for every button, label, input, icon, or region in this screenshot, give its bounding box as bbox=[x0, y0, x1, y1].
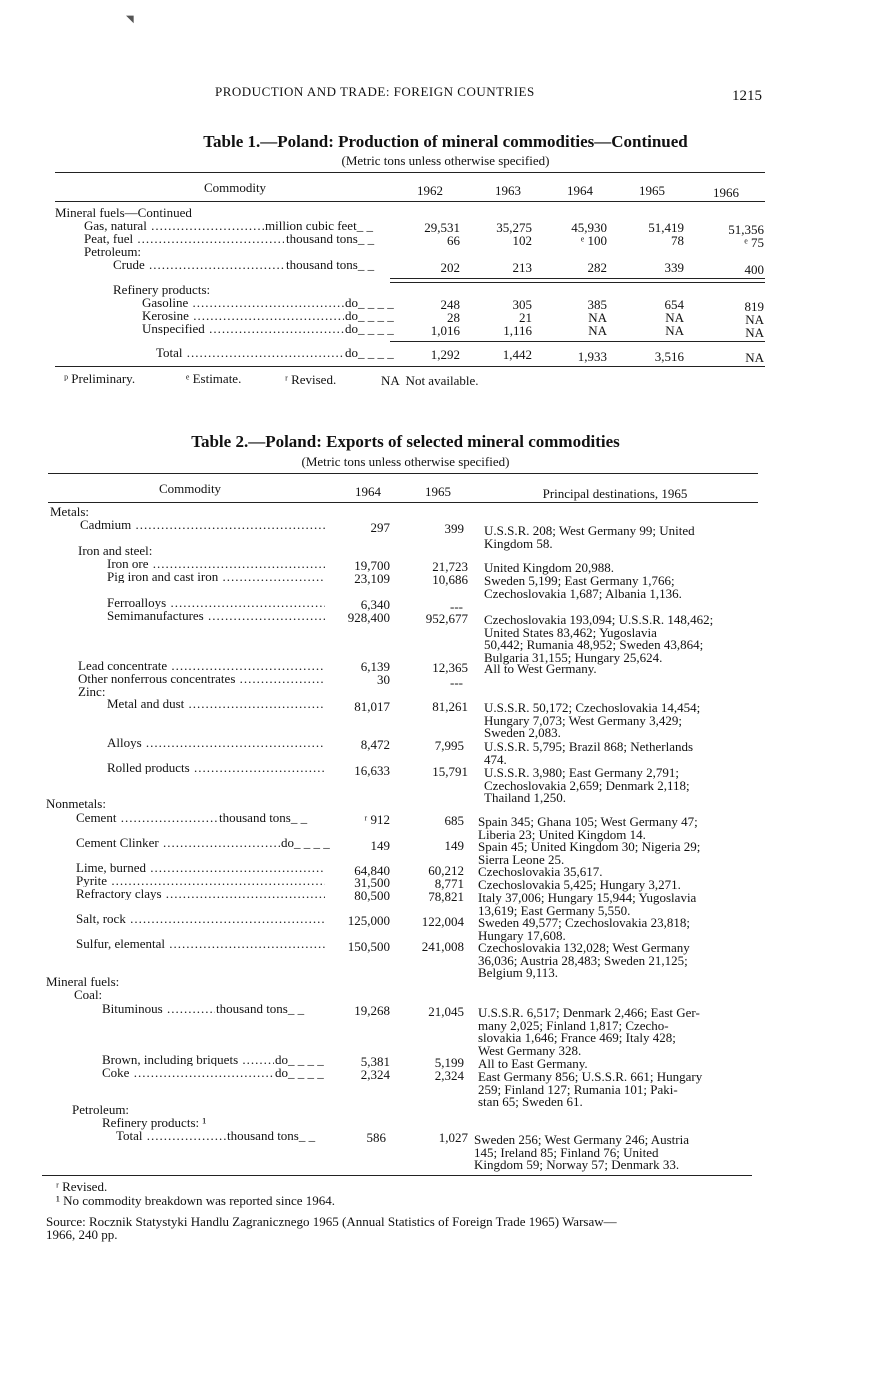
table2-row-label: Metal and dust ..... bbox=[107, 697, 325, 710]
table2-cell-1965: 952,677 bbox=[425, 611, 468, 626]
table1-group-label: Mineral fuels—Continued bbox=[55, 205, 192, 220]
table1-col-1964: 1964 bbox=[567, 183, 593, 198]
table2-cell-1964: 80,500 bbox=[354, 888, 390, 903]
table2-cell-destinations: East Germany 856; U.S.S.R. 661; Hungary 259; Finland 127; Rumania 101; Paki- stan 65; Sweden 61. bbox=[478, 1069, 703, 1109]
table2-row-unit: thousand tons_ _ bbox=[219, 810, 308, 825]
table2-subgroup-label: Refinery products: ¹ bbox=[102, 1115, 207, 1130]
table1-row-label: Total ..... bbox=[156, 346, 344, 359]
table2-source: Source: Rocznik Statystyki Handlu Zagranicznego 1965 (Annual Statistics of Foreign Trade 1965) Warsaw— 1966, 240 pp. bbox=[46, 1214, 617, 1242]
table2-cell-1964: 19,700 bbox=[354, 558, 390, 573]
table2-cell-1965: 685 bbox=[444, 813, 464, 828]
table2-cell-1965: 1,027 bbox=[438, 1130, 468, 1145]
table2-cell-destinations: All to East Germany. bbox=[478, 1056, 588, 1071]
table1-row-label: Unspecified ..... bbox=[142, 322, 344, 335]
table1-cell: 819 bbox=[744, 299, 764, 314]
table2-row-label: Coke ..... bbox=[102, 1066, 274, 1079]
table1-footnote-na: NA Not available. bbox=[381, 373, 479, 388]
table1-cell: 78 bbox=[671, 233, 684, 248]
table1-cell: 1,016 bbox=[430, 323, 460, 338]
table2-cell-destinations: Spain 45; United Kingdom 30; Nigeria 29; Sierra Leone 25. bbox=[478, 839, 701, 867]
table1-footnote-estimate: ᵉ Estimate. bbox=[186, 371, 242, 386]
table2-row-label: Semimanufactures ..... bbox=[107, 609, 325, 622]
table1-title: Table 1.—Poland: Production of mineral commodities—Continued bbox=[203, 132, 688, 151]
table2-cell-1964: 81,017 bbox=[354, 699, 390, 714]
table1-cell: NA bbox=[745, 325, 764, 340]
table2-cell-1965: 241,008 bbox=[421, 939, 464, 954]
table2-row-label: Ferroalloys ..... bbox=[107, 596, 325, 609]
table1-row-unit: do_ _ _ _ bbox=[345, 345, 394, 360]
table2-row-label: Lime, burned ..... bbox=[76, 861, 325, 874]
table2-row-label: Alloys ..... bbox=[107, 736, 325, 749]
table2-cell-destinations: Sweden 5,199; East Germany 1,766; Czechoslovakia 1,687; Albania 1,136. bbox=[484, 573, 682, 601]
table2-row-unit: do_ _ _ _ bbox=[275, 1052, 324, 1067]
table2-cell-destinations: U.S.S.R. 50,172; Czechoslovakia 14,454; Hungary 7,073; West Germany 3,429; Sweden 2,083. bbox=[484, 700, 701, 740]
table2-row-label: Cement Clinker ..... bbox=[76, 836, 280, 849]
table2-top-rule bbox=[48, 473, 758, 474]
table2-cell-1964: 16,633 bbox=[354, 763, 390, 778]
table2-cell-1965: --- bbox=[450, 675, 463, 690]
table2-row-unit: thousand tons_ _ bbox=[216, 1001, 305, 1016]
table1-cell: ᵉ 75 bbox=[744, 235, 764, 250]
table2-cell-1965: 81,261 bbox=[432, 699, 468, 714]
table1-col-1966: 1966 bbox=[713, 185, 739, 200]
table2-cell-1965: 78,821 bbox=[428, 889, 464, 904]
table2-cell-1965: 12,365 bbox=[432, 660, 468, 675]
table2-cell-1964: 8,472 bbox=[360, 737, 390, 752]
table1-cell: 1,116 bbox=[503, 323, 532, 338]
table2-row-label: Cement ..... bbox=[76, 811, 218, 824]
table2-cell-1964: 150,500 bbox=[347, 939, 390, 954]
table1-cell: 102 bbox=[512, 233, 532, 248]
table1-cell: 35,275 bbox=[496, 220, 532, 235]
table1-col-commodity: Commodity bbox=[203, 180, 267, 195]
table1-col-1963: 1963 bbox=[495, 183, 521, 198]
table1-cell: 28 bbox=[447, 310, 460, 325]
table2-cell-1964: 23,109 bbox=[354, 571, 390, 586]
table2-cell-destinations: Czechoslovakia 193,094; U.S.S.R. 148,462; United States 83,462; Yugoslavia 50,442; Rumania 48,952; Sweden 43,864; Bulgaria 31,155; Hungary 25,624. bbox=[484, 612, 714, 665]
table2-cell-1964: 64,840 bbox=[354, 863, 390, 878]
table1-cell: 66 bbox=[447, 233, 460, 248]
table1-cell: 400 bbox=[744, 262, 764, 277]
table1-cell: 385 bbox=[587, 297, 607, 312]
table1-cell: 51,419 bbox=[648, 220, 684, 235]
table1-cell: 3,516 bbox=[654, 349, 684, 364]
table2-cell-destinations: Czechoslovakia 5,425; Hungary 3,271. bbox=[478, 877, 681, 892]
table1-row-unit: thousand tons_ _ bbox=[286, 257, 375, 272]
table2-col-destinations: Principal destinations, 1965 bbox=[542, 486, 688, 501]
table1-bottom-rule bbox=[55, 366, 765, 367]
table2-col-commodity: Commodity bbox=[158, 481, 222, 496]
table2-row-label: Sulfur, elemental ..... bbox=[76, 937, 325, 950]
table1-footnote-revised: ʳ Revised. bbox=[285, 372, 337, 387]
table1-cell: NA bbox=[588, 310, 607, 325]
table2-cell-destinations: Czechoslovakia 132,028; West Germany 36,036; Austria 28,483; Sweden 21,125; Belgium 9,113. bbox=[478, 940, 690, 980]
table2-row-label: Other nonferrous concentrates ..... bbox=[78, 672, 325, 685]
table1-cell: 21 bbox=[519, 310, 532, 325]
table2-cell-destinations: All to West Germany. bbox=[484, 661, 597, 676]
table2-cell-1965: 2,324 bbox=[434, 1068, 464, 1083]
table1-cell: 1,442 bbox=[502, 347, 532, 362]
scan-mark: ◥ bbox=[126, 14, 134, 25]
table1-row-label: Peat, fuel ..... bbox=[84, 232, 284, 245]
table1-col-1962: 1962 bbox=[417, 183, 443, 198]
table1-row-label: Crude ..... bbox=[113, 258, 285, 271]
table1-subtotal-rule bbox=[390, 278, 765, 283]
table2-cell-1964: 6,340 bbox=[360, 597, 390, 612]
table2-row-label: Lead concentrate ..... bbox=[78, 659, 325, 672]
table2-col-1964: 1964 bbox=[355, 484, 381, 499]
table2-cell-1964: 928,400 bbox=[347, 610, 390, 625]
table2-cell-1964: 6,139 bbox=[360, 659, 390, 674]
table2-cell-1964: 2,324 bbox=[360, 1067, 390, 1082]
table2-group-label: Nonmetals: bbox=[46, 796, 106, 811]
table2-cell-1965: 7,995 bbox=[434, 738, 464, 753]
table1-cell: 305 bbox=[512, 297, 532, 312]
table2-cell-1965: 8,771 bbox=[434, 876, 464, 891]
table2-footnote-revised: ʳ Revised. bbox=[56, 1179, 108, 1194]
table1-subgroup-label: Refinery products: bbox=[113, 282, 211, 297]
table2-cell-destinations: Sweden 49,577; Czechoslovakia 23,818; Hungary 17,608. bbox=[478, 915, 690, 943]
table2-cell-1964: 149 bbox=[370, 838, 390, 853]
table2-cell-1964: 19,268 bbox=[354, 1003, 390, 1018]
table1-cell: NA bbox=[665, 323, 684, 338]
table1-cell: NA bbox=[745, 350, 764, 365]
table2-bottom-rule bbox=[42, 1175, 752, 1176]
table2-cell-1964: 297 bbox=[370, 520, 390, 535]
table1-cell: 213 bbox=[512, 260, 532, 275]
table2-row-label: Iron ore ..... bbox=[107, 557, 325, 570]
table2-subgroup-label: Iron and steel: bbox=[78, 543, 153, 558]
page-number: 1215 bbox=[732, 88, 762, 104]
table2-row-label: Total ..... bbox=[116, 1129, 226, 1142]
table2-footnote-1: ¹ No commodity breakdown was reported since 1964. bbox=[56, 1193, 335, 1208]
table2-cell-1964: 31,500 bbox=[354, 875, 390, 890]
table2-subgroup-label: Coal: bbox=[74, 987, 103, 1002]
table2-cell-1965: 15,791 bbox=[432, 764, 468, 779]
table1-cell: 654 bbox=[664, 297, 684, 312]
table1-cell: 282 bbox=[587, 260, 607, 275]
table1-cell: NA bbox=[665, 310, 684, 325]
table2-cell-destinations: U.S.S.R. 5,795; Brazil 868; Netherlands 474. bbox=[484, 739, 694, 767]
table2-cell-destinations: Italy 37,006; Hungary 15,944; Yugoslavia 13,619; East Germany 5,550. bbox=[478, 890, 697, 918]
table2-title: Table 2.—Poland: Exports of selected mineral commodities bbox=[191, 432, 620, 451]
table1-cell: 248 bbox=[440, 297, 460, 312]
table2-header-rule bbox=[48, 502, 758, 503]
table2-cell-1965: 21,045 bbox=[428, 1004, 464, 1019]
table2-cell-1965: 149 bbox=[444, 838, 464, 853]
table2-cell-1965: 21,723 bbox=[432, 559, 468, 574]
table1-row-unit: thousand tons_ _ bbox=[286, 231, 375, 246]
table2-group-label: Metals: bbox=[50, 504, 89, 519]
table2-row-label: Pyrite ..... bbox=[76, 874, 325, 887]
table1-row-unit: do_ _ _ _ bbox=[345, 308, 394, 323]
table1-top-rule bbox=[55, 172, 765, 173]
running-head: PRODUCTION AND TRADE: FOREIGN COUNTRIES bbox=[215, 84, 535, 99]
table2-cell-1965: 5,199 bbox=[434, 1055, 464, 1070]
table1-total-rule bbox=[390, 341, 765, 342]
table2-cell-1964: 5,381 bbox=[360, 1054, 390, 1069]
table1-row-unit: do_ _ _ _ bbox=[345, 295, 394, 310]
table2-cell-destinations: Sweden 256; West Germany 246; Austria 145; Ireland 85; Finland 76; United Kingdom 59; Norway 57; Denmark 33. bbox=[474, 1132, 689, 1172]
table1-row-label: Kerosine ..... bbox=[142, 309, 344, 322]
table2-row-unit: do_ _ _ _ bbox=[275, 1065, 324, 1080]
table2-subtitle: (Metric tons unless otherwise specified) bbox=[301, 454, 510, 469]
table1-header-rule bbox=[55, 201, 765, 202]
table2-row-label: Salt, rock ..... bbox=[76, 912, 325, 925]
table1-cell: NA bbox=[588, 323, 607, 338]
table1-cell: 45,930 bbox=[571, 220, 607, 235]
table1-subtitle: (Metric tons unless otherwise specified) bbox=[341, 153, 550, 168]
table1-row-unit: do_ _ _ _ bbox=[345, 321, 394, 336]
table1-cell: 29,531 bbox=[424, 220, 460, 235]
table1-cell: NA bbox=[745, 312, 764, 327]
table2-cell-1965: 10,686 bbox=[432, 572, 468, 587]
table2-row-label: Refractory clays ..... bbox=[76, 887, 325, 900]
table1-row-label: Gas, natural ..... bbox=[84, 219, 264, 232]
table2-row-label: Brown, including briquets ..... bbox=[102, 1053, 274, 1066]
table1-cell: 339 bbox=[664, 260, 684, 275]
table2-row-label: Rolled products ..... bbox=[107, 761, 325, 774]
table1-cell: 202 bbox=[440, 260, 460, 275]
table1-cell: ᵉ 100 bbox=[580, 233, 607, 248]
table2-cell-destinations: U.S.S.R. 208; West Germany 99; United Kingdom 58. bbox=[484, 523, 695, 551]
table2-row-label: Cadmium ..... bbox=[80, 518, 325, 531]
table1-col-1965: 1965 bbox=[639, 183, 665, 198]
table2-subgroup-label: Zinc: bbox=[78, 684, 106, 699]
table2-cell-1965: 60,212 bbox=[428, 863, 464, 878]
table2-cell-1964: 30 bbox=[377, 672, 390, 687]
table1-row-unit: million cubic feet_ _ bbox=[265, 218, 373, 233]
table1-row-label: Gasoline ..... bbox=[142, 296, 344, 309]
table1-cell: 1,292 bbox=[430, 347, 460, 362]
table1-cell: 1,933 bbox=[577, 349, 607, 364]
table2-cell-1964: 586 bbox=[366, 1130, 386, 1145]
table2-subgroup-label: Petroleum: bbox=[72, 1102, 130, 1117]
table2-cell-1965: --- bbox=[450, 599, 463, 614]
table1-footnote-preliminary: ᵖ Preliminary. bbox=[64, 371, 136, 386]
table2-cell-destinations: United Kingdom 20,988. bbox=[484, 560, 614, 575]
table2-row-unit: thousand tons_ _ bbox=[227, 1128, 316, 1143]
table2-row-unit: do_ _ _ _ bbox=[281, 835, 330, 850]
table2-cell-destinations: Spain 345; Ghana 105; West Germany 47; Liberia 23; United Kingdom 14. bbox=[478, 814, 698, 842]
table2-row-label: Bituminous ..... bbox=[102, 1002, 215, 1015]
table2-row-label: Pig iron and cast iron ..... bbox=[107, 570, 325, 583]
table2-cell-1964: 125,000 bbox=[347, 913, 390, 928]
table2-cell-destinations: U.S.S.R. 6,517; Denmark 2,466; East Ger- many 2,025; Finland 1,817; Czecho- slovakia 1,646; France 469; Italy 428; West Germany 328. bbox=[478, 1005, 700, 1058]
table2-cell-1965: 399 bbox=[444, 521, 464, 536]
table2-col-1965: 1965 bbox=[425, 484, 451, 499]
table1-cell: 51,356 bbox=[728, 222, 764, 237]
table2-cell-1965: 122,004 bbox=[421, 914, 464, 929]
table2-cell-destinations: Czechoslovakia 35,617. bbox=[478, 864, 603, 879]
table2-cell-destinations: U.S.S.R. 3,980; East Germany 2,791; Czechoslovakia 2,659; Denmark 2,118; Thailand 1,250. bbox=[484, 765, 690, 805]
table2-cell-1964: ʳ 912 bbox=[364, 812, 390, 827]
table2-group-label: Mineral fuels: bbox=[46, 974, 120, 989]
table1-subgroup-label: Petroleum: bbox=[84, 244, 142, 259]
